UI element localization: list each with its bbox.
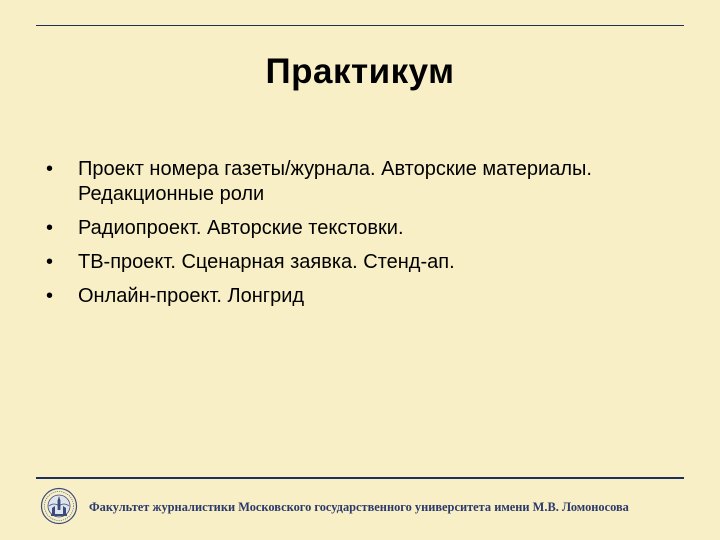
footer [40,487,690,527]
bottom-divider [36,477,684,479]
bullet-icon: • [46,251,54,273]
slide-title: Практикум [265,52,455,91]
footer-text: Факультет журналистики Московского государственного университета имени М.В. Ломоносова [89,500,629,514]
msu-emblem-icon [40,487,78,525]
top-divider [36,25,684,26]
bullet-text: ТВ-проект. Сценарная заявка. Стенд-ап. [78,251,455,273]
bullet-text: Онлайн-проект. Лонгрид [78,285,305,307]
list-item [44,284,684,309]
list-item [44,250,684,275]
bullet-icon: • [46,285,54,307]
bullet-text: Радиопроект. Авторские текстовки. [78,217,404,239]
bullet-text: Проект номера газеты/журнала. Авторские материалы. Редакционные роли [78,158,592,205]
bullet-icon: • [46,158,54,180]
bullet-list [44,157,684,318]
list-item [44,157,684,207]
bullet-icon: • [46,217,54,239]
list-item [44,216,684,241]
